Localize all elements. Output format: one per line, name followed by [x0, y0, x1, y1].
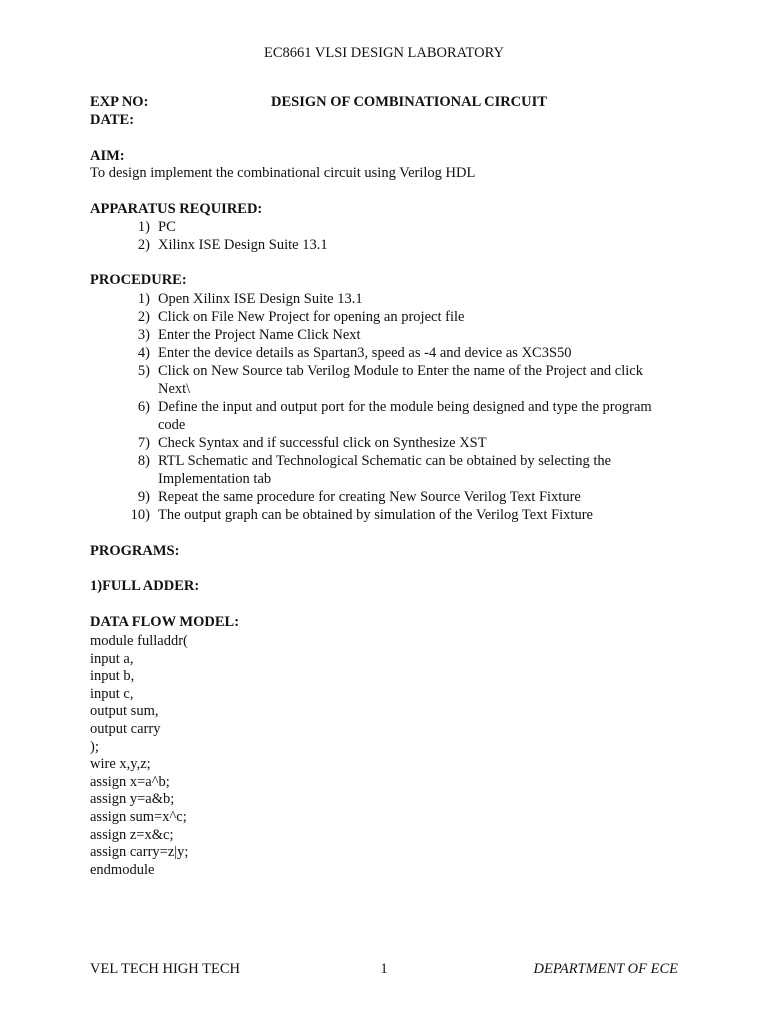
list-item: Define the input and output port for the module being designed and type the program — [158, 399, 652, 415]
list-item-number: 2) — [137, 309, 150, 325]
list-item: The output graph can be obtained by simulation of the Verilog Text Fixture — [158, 507, 593, 523]
code-line: input c, — [90, 685, 134, 702]
list-item: Next\ — [158, 381, 191, 397]
code-line: assign sum=x^c; — [90, 809, 187, 825]
code-line: ); — [90, 738, 99, 755]
list-item: Check Syntax and if successful click on Synthesize XST — [158, 435, 487, 451]
procedure-heading: PROCEDURE: — [90, 272, 187, 288]
list-item: Open Xilinx ISE Design Suite 13.1 — [158, 291, 363, 307]
aim-text: To design implement the combinational circuit using Verilog HDL — [90, 165, 476, 181]
list-item: RTL Schematic and Technological Schematic can be obtained by selecting the — [158, 453, 612, 469]
list-item: Xilinx ISE Design Suite 13.1 — [158, 237, 328, 253]
dataflow-heading: DATA FLOW MODEL: — [90, 614, 240, 630]
experiment-title: DESIGN OF COMBINATIONAL CIRCUIT — [271, 94, 547, 110]
code-line: input b, — [90, 668, 135, 685]
list-item: Implementation tab — [158, 471, 272, 487]
list-item: Click on File New Project for opening an project file — [158, 309, 465, 325]
code-line: wire x,y,z; — [90, 756, 151, 773]
code-line: output carry — [90, 721, 161, 737]
page-header: EC8661 VLSI DESIGN LABORATORY — [264, 45, 504, 61]
list-item-number: 9) — [137, 489, 150, 505]
programs-heading: PROGRAMS: — [90, 543, 180, 559]
exp-no-label: EXP NO: — [90, 94, 149, 110]
list-item: Click on New Source tab Verilog Module to Enter the name of the Project and click — [158, 363, 643, 379]
footer-institution: VEL TECH HIGH TECH — [90, 961, 240, 977]
list-item: code — [158, 417, 186, 433]
page-number: 1 — [380, 961, 388, 977]
date-label: DATE: — [90, 112, 135, 128]
code-line: assign z=x&c; — [90, 826, 174, 843]
list-item: PC — [158, 219, 176, 235]
code-line: assign y=a&b; — [90, 791, 175, 808]
list-item-number: 1) — [137, 291, 150, 307]
code-line: endmodule — [90, 861, 155, 878]
footer-department: DEPARTMENT OF ECE — [533, 961, 678, 977]
list-item-number: 1) — [137, 219, 150, 235]
code-line: input a, — [90, 650, 134, 667]
list-item-number: 10) — [130, 507, 150, 523]
code-line: assign x=a^b; — [90, 773, 170, 790]
code-line: output sum, — [90, 703, 159, 720]
list-item-number: 6) — [137, 399, 150, 415]
list-item-number: 4) — [137, 345, 150, 361]
aim-heading: AIM: — [90, 148, 125, 164]
list-item-number: 3) — [137, 327, 150, 343]
list-item-number: 8) — [137, 453, 150, 469]
code-line: module fulladdr( — [90, 633, 188, 649]
code-line: assign carry=z|y; — [90, 844, 189, 861]
list-item: Enter the device details as Spartan3, speed as -4 and device as XC3S50 — [158, 345, 572, 361]
apparatus-heading: APPARATUS REQUIRED: — [90, 201, 263, 217]
list-item-number: 5) — [137, 363, 150, 379]
list-item-number: 7) — [137, 435, 150, 451]
list-item: Enter the Project Name Click Next — [158, 327, 361, 343]
list-item: Repeat the same procedure for creating New Source Verilog Text Fixture — [158, 489, 581, 505]
list-item-number: 2) — [137, 237, 150, 253]
full-adder-heading: 1)FULL ADDER: — [90, 578, 200, 594]
